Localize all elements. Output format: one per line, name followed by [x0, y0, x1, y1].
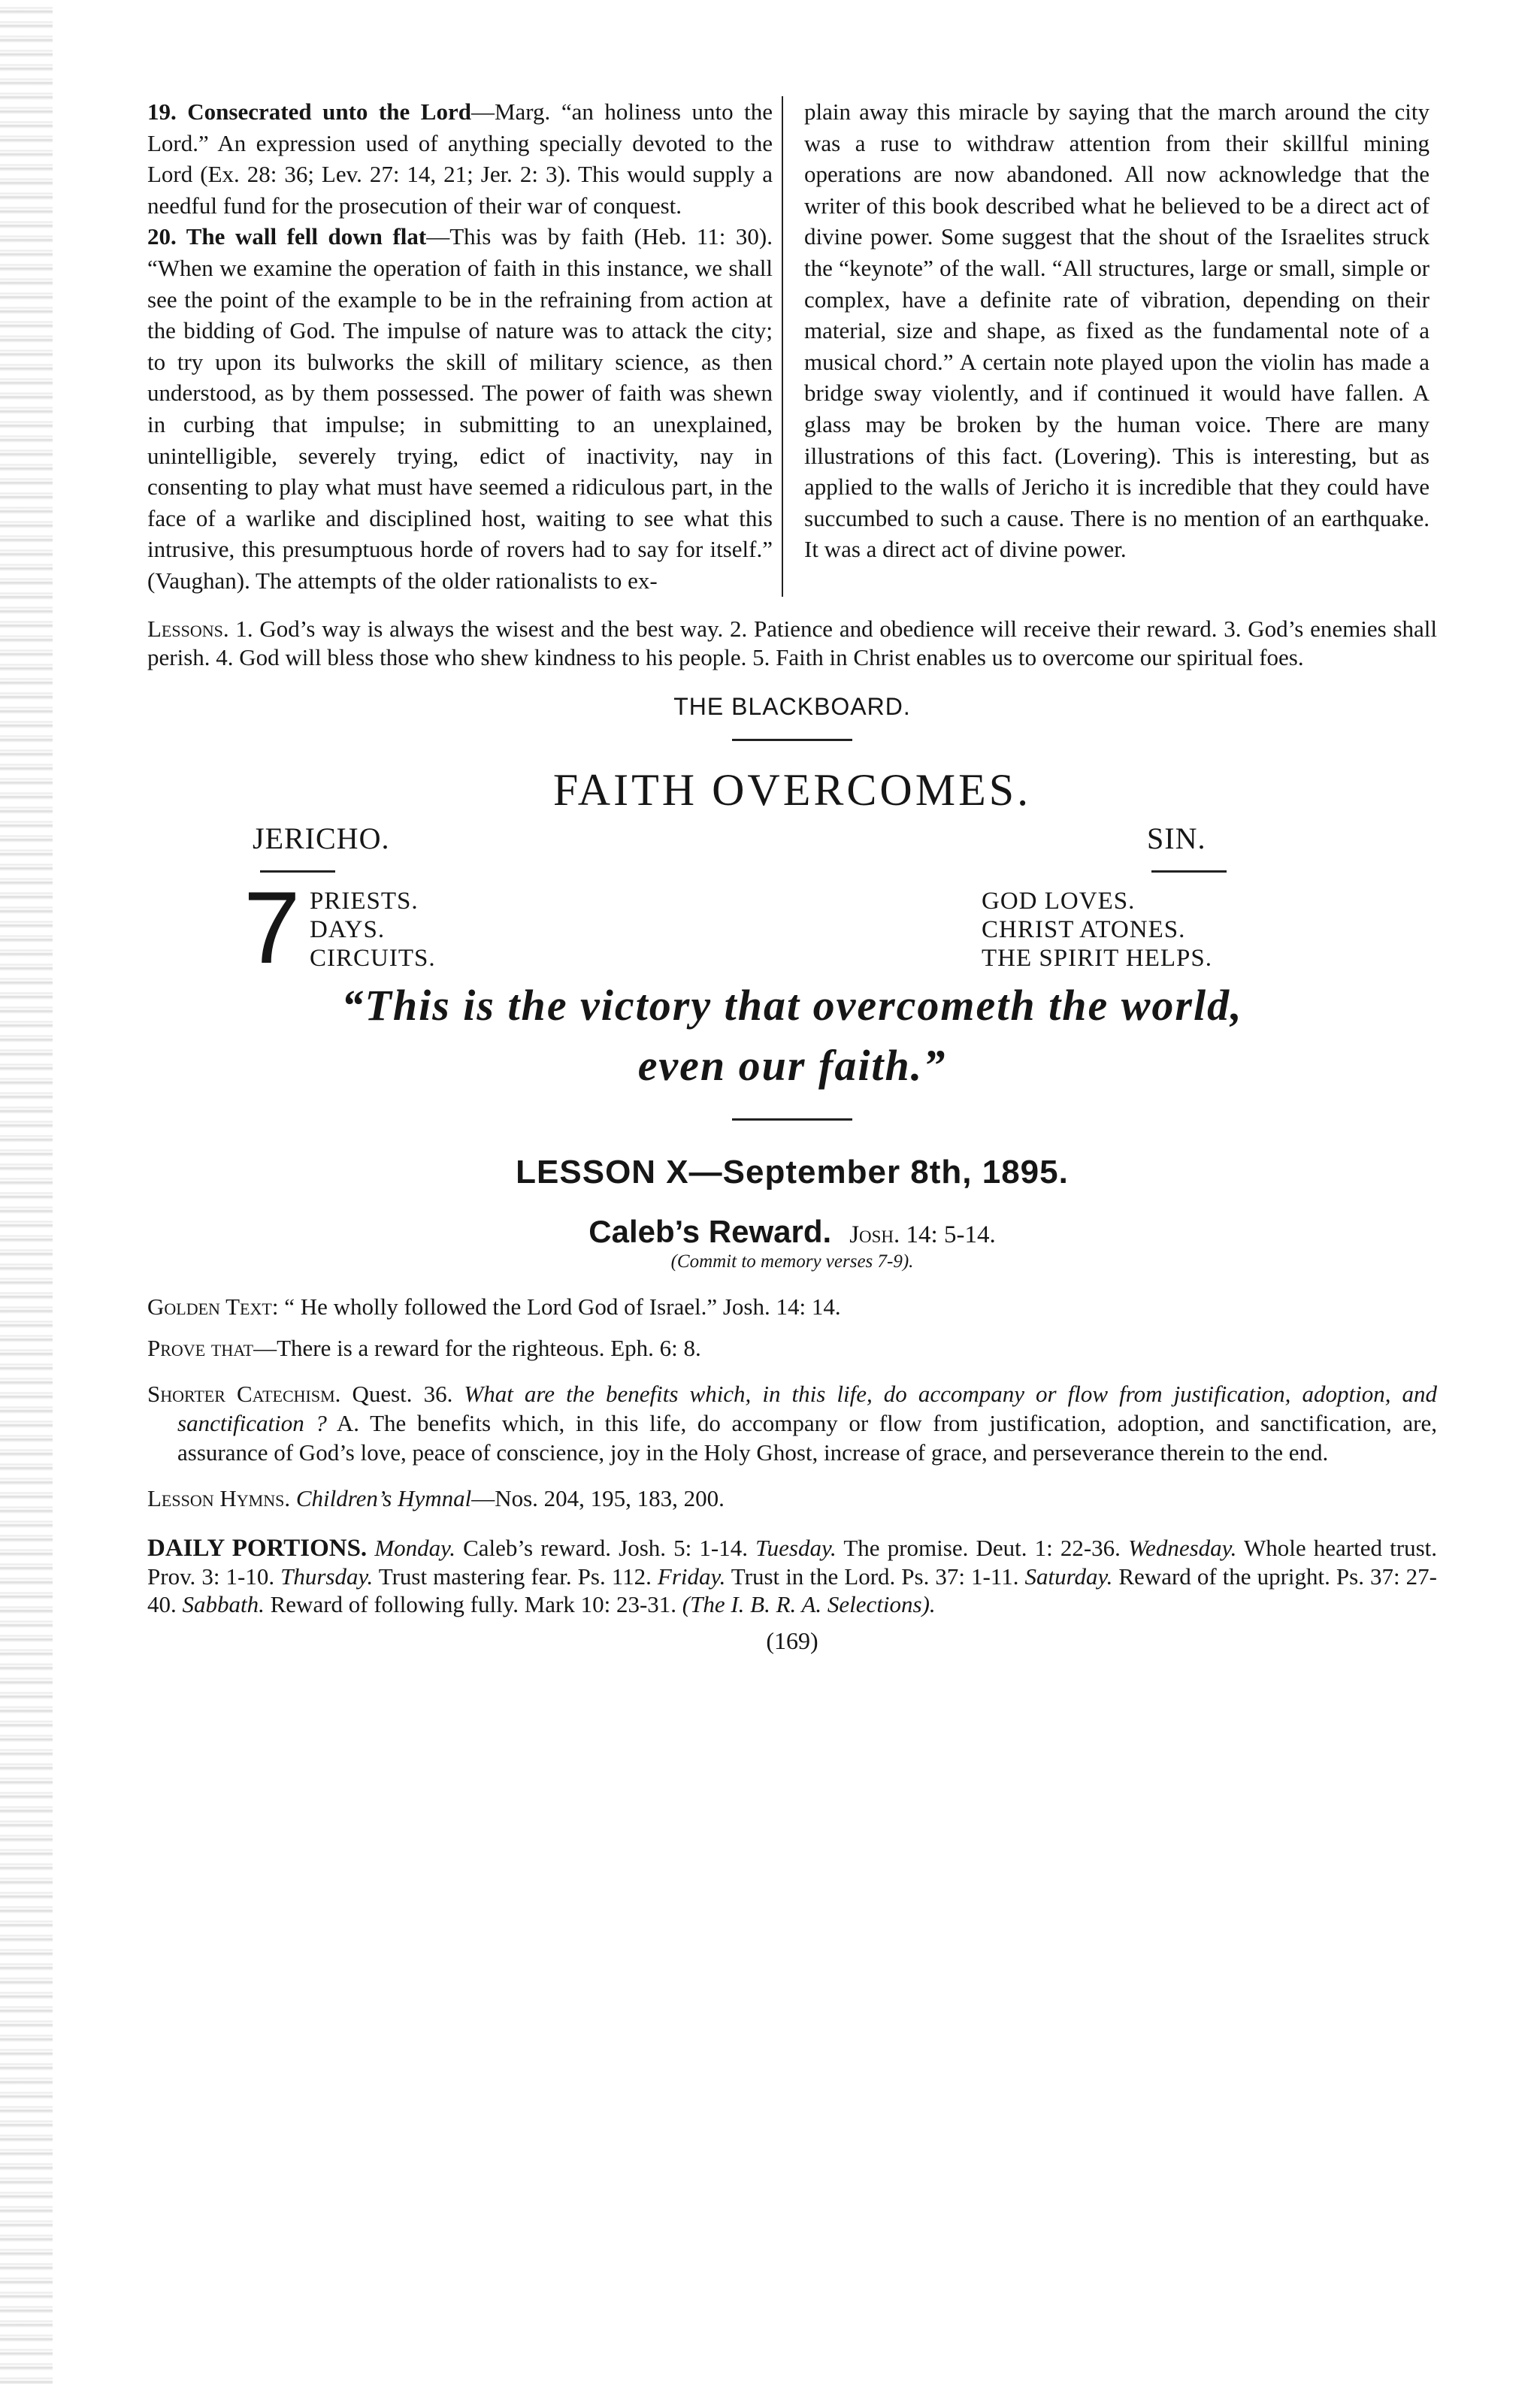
- blackboard-heading: THE BLACKBOARD.: [673, 692, 911, 720]
- note-20: [147, 221, 773, 596]
- hymns-label: Lesson Hymns.: [147, 1484, 291, 1511]
- lesson-hymns: [147, 1484, 1437, 1513]
- catechism-quest: Quest. 36.: [340, 1380, 464, 1407]
- sin-subheading: SIN.: [1147, 821, 1206, 855]
- day-friday: Friday.: [657, 1563, 726, 1590]
- day-monday: Monday.: [374, 1534, 455, 1561]
- jericho-subheading: JERICHO.: [253, 821, 390, 855]
- scan-edge-artifact: [0, 0, 53, 2384]
- hymns-book: Children’s Hymnal: [290, 1484, 472, 1511]
- note-20-body: —This was by faith (Heb. 11: 30). “When we examine the operation of faith in this instance, we shall see the point of the example to be in the refraining from action at the bidding of God. The impulse of nature was to attack the city; to try upon its bulworks the skill of military science, as then understood, as by them possessed. The power of faith was shewn in curbing that impulse; in submitting to an unexplained, unintelligible, severely trying, edict of inactivity, nay in consenting to play what must have seemed a ridiculous part, in the face of a warlike and disciplined host, waiting to see what this intrusive, this presumptuous horde of rovers had to say for itself.” (Vaughan). The attempts of the older rationalists to ex-: [147, 223, 773, 594]
- lesson-title: Caleb’s Reward.: [588, 1213, 832, 1249]
- catechism-answer: A. The benefits which, in this life, do accompany or flow from justification, adoption, and sanctification, are, assurance of God’s love, peace of conscience, joy in the Holy Ghost, increase of grace, and perseverance therein to the end.: [177, 1409, 1437, 1466]
- catechism-label: Shorter Catechism.: [147, 1380, 341, 1407]
- divider-rule: [732, 1118, 852, 1121]
- prove-that-label: Prove that: [147, 1334, 254, 1361]
- list-item: CIRCUITS.: [310, 944, 436, 972]
- day-sabbath: Sabbath.: [182, 1590, 265, 1617]
- lessons-label: Lessons.: [147, 615, 229, 642]
- catechism-question: What are the benefits which, in this life, do accompany or flow from justification, adoption, and sanctification ?: [177, 1380, 1438, 1436]
- selections-note: (The I. B. R. A. Selections).: [682, 1590, 936, 1617]
- lesson-title-line: [147, 1214, 1437, 1250]
- shorter-catechism: [147, 1379, 1437, 1467]
- hymns-numbers: —Nos. 204, 195, 183, 200.: [471, 1484, 725, 1511]
- jericho-list: [310, 887, 436, 973]
- golden-text-label: Golden Text:: [147, 1293, 279, 1320]
- numeral-seven: 7: [244, 870, 301, 985]
- blackboard-grid: [147, 821, 1437, 985]
- list-item: DAYS.: [310, 915, 386, 943]
- divider-rule: [732, 739, 852, 741]
- prove-that: [147, 1333, 1437, 1363]
- right-column-text: plain away this miracle by saying that the march around the city was a ruse to withdraw attention from their skillful mining operations are now abandoned. All now acknowledge that the writer of this book described what he believed to be a direct act of divine power. Some suggest that the shout of the Israelites struck the “keynote” of the wall. “All structures, large or small, simple or complex, have a definite rate of vibration, depending on their material, size and shape, as fixed as the fundamental note of a musical chord.” A certain note played upon the violin has made a bridge sway violently, and if continued it would have fallen. A glass may be broken by the human voice. There are many illustrations of this fact. (Lovering). This is interesting, but as applied to the walls of Jericho it is incredible that they could have succumbed to such a cause. There is no mention of an earthquake. It was a direct act of divine power.: [804, 98, 1430, 563]
- left-column: [147, 96, 782, 597]
- note-19: [147, 96, 773, 221]
- daily-heading: DAILY PORTIONS.: [147, 1534, 368, 1562]
- day-wednesday: Wednesday.: [1128, 1534, 1237, 1561]
- note-20-heading: 20. The wall fell down flat: [147, 223, 427, 250]
- day-saturday: Saturday.: [1024, 1563, 1113, 1590]
- reading-friday: Trust in the Lord. Ps. 37: 1-11.: [725, 1563, 1025, 1590]
- page: [147, 96, 1437, 1655]
- note-19-body: —Marg. “an holiness unto the Lord.” An expression used of anything specially devoted to the Lord (Ex. 28: 36; Lev. 27: 14, 21; Jer. 2: 3). This would supply a needful fund for the prosecution of their war of conquest.: [147, 98, 773, 219]
- commit-note: (Commit to memory verses 7-9).: [670, 1251, 914, 1272]
- list-item: GOD LOVES.: [982, 887, 1136, 915]
- lessons-text: 1. God’s way is always the wisest and the best way. 2. Patience and obedience will receive their reward. 3. God’s enemies shall perish. 4. God will bless those who shew kindness to his people. 5. Faith in Christ enables us to overcome our spiritual foes.: [147, 615, 1437, 670]
- golden-text: [147, 1292, 1437, 1321]
- golden-text-body: “ He wholly followed the Lord God of Israel.” Josh. 14: 14.: [278, 1293, 841, 1320]
- list-item: THE SPIRIT HELPS.: [982, 944, 1213, 972]
- sin-rule: [1151, 870, 1227, 873]
- blackboard-verse: [147, 976, 1437, 1096]
- reading-sabbath: Reward of following fully. Mark 10: 23-31.: [264, 1590, 682, 1617]
- daily-portions: [147, 1534, 1437, 1618]
- lessons-paragraph: [147, 615, 1437, 672]
- verse-line-2: even our faith.”: [637, 1040, 947, 1090]
- prove-that-body: —There is a reward for the righteous. Eph. 6: 8.: [253, 1334, 701, 1361]
- day-tuesday: Tuesday.: [755, 1534, 837, 1561]
- reading-thursday: Trust mastering fear. Ps. 112.: [373, 1563, 658, 1590]
- reading-wednesday: Whole hearted trust. Prov. 3: 1-10.: [147, 1534, 1437, 1590]
- sin-list: [982, 887, 1212, 973]
- list-item: PRIESTS.: [310, 887, 419, 915]
- two-column-commentary: [147, 96, 1437, 597]
- blackboard-title: FAITH OVERCOMES.: [552, 764, 1032, 815]
- day-thursday: Thursday.: [280, 1563, 374, 1590]
- list-item: CHRIST ATONES.: [982, 915, 1186, 943]
- reading-saturday: Reward of the upright. Ps. 37: 27-40.: [147, 1563, 1438, 1617]
- page-number: (169): [766, 1626, 818, 1654]
- verse-line-1: “This is the victory that overcometh the world,: [341, 980, 1243, 1030]
- reading-monday: Caleb’s reward. Josh. 5: 1-14.: [455, 1534, 756, 1561]
- note-19-heading: 19. Consecrated unto the Lord: [147, 98, 471, 125]
- reading-tuesday: The promise. Deut. 1: 22-36.: [836, 1534, 1129, 1561]
- lesson-heading: LESSON X—September 8th, 1895.: [516, 1153, 1069, 1190]
- lesson-reference: Josh. 14: 5-14.: [849, 1221, 996, 1248]
- right-column: [782, 96, 1430, 597]
